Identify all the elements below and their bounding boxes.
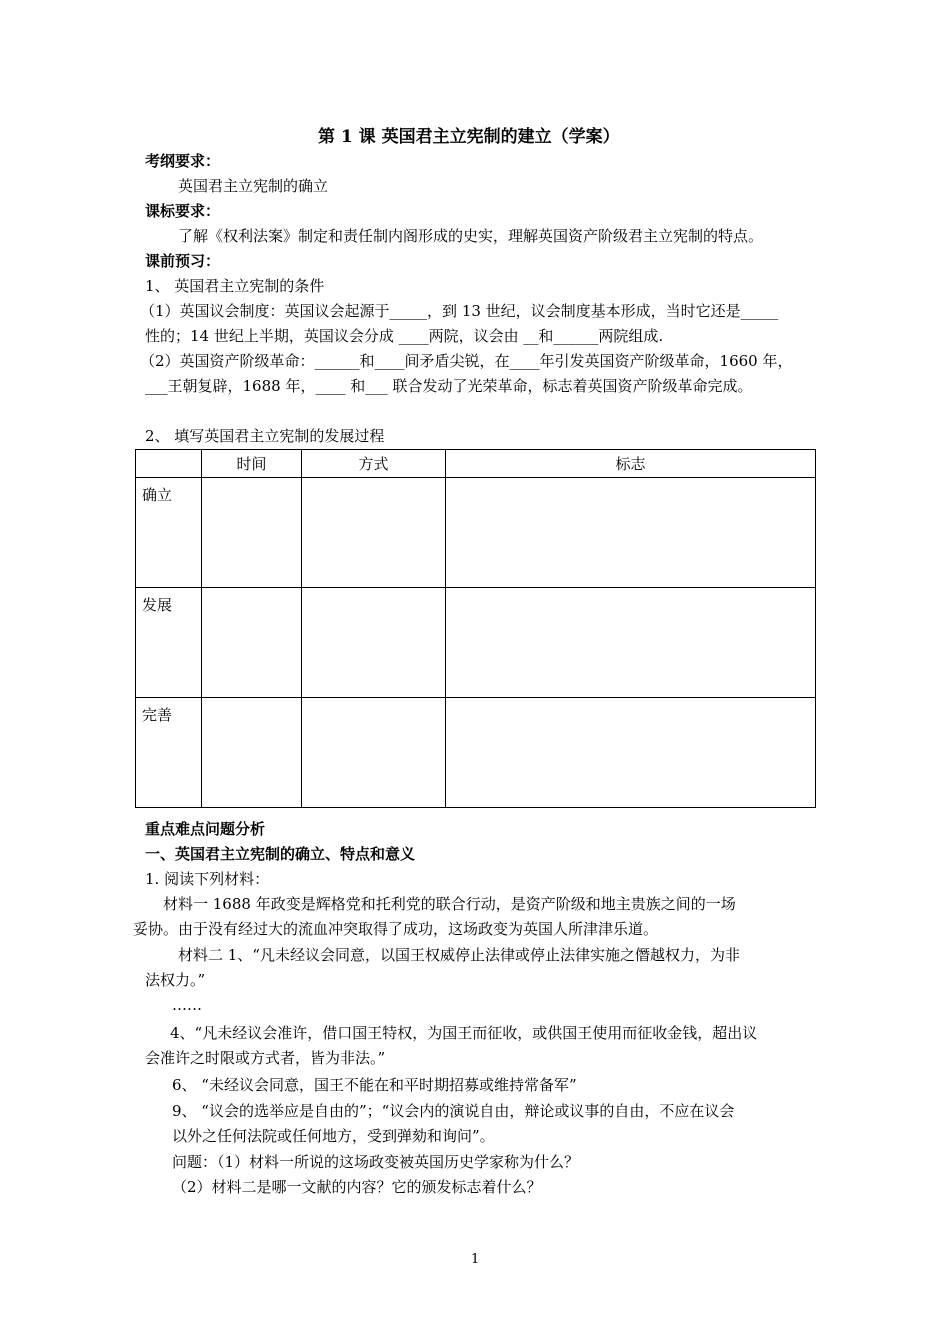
- material2-line-1: 材料二 1、“凡未经议会同意，以国王权威停止法律或停止法律实施之僭越权力，为非: [178, 946, 740, 964]
- table-cell[interactable]: [446, 478, 816, 588]
- analysis-heading: 重点难点问题分析: [145, 820, 266, 838]
- standard-text: 了解《权利法案》制定和责任制内阁形成的史实，理解英国资产阶级君主立宪制的特点。: [178, 227, 764, 245]
- item9-line-2: 以外之任何法院或任何地方，受到弹劾和询问”。: [172, 1127, 495, 1145]
- item6: 6、 “未经议会同意，国王不能在和平时期招募或维持常备军”: [172, 1076, 577, 1094]
- table-cell[interactable]: [202, 698, 302, 808]
- table-cell[interactable]: [446, 588, 816, 698]
- table-cell[interactable]: [202, 478, 302, 588]
- ellipsis: ……: [172, 996, 202, 1014]
- section1-heading: 一、英国君主立宪制的确立、特点和意义: [145, 845, 416, 863]
- material1-line-1: 材料一 1688 年政变是辉格党和托利党的联合行动，是资产阶级和地主贵族之间的一场: [163, 895, 736, 913]
- table-cell[interactable]: [302, 698, 446, 808]
- page-number: 1: [471, 1252, 480, 1267]
- development-table: [135, 449, 816, 808]
- syllabus-text: 英国君主立宪制的确立: [178, 177, 329, 195]
- row-label: 发展: [136, 588, 202, 698]
- table-header-row: [136, 450, 816, 478]
- page-title: 第 1 课 英国君主立宪制的建立（学案）: [318, 127, 620, 147]
- table-header-cell: 标志: [446, 450, 816, 478]
- preview-heading: 课前预习：: [145, 252, 221, 270]
- q1-line-3: （2）英国资产阶级革命：______和____间矛盾尖锐，在____年引发英国资产阶级革命，1660 年，: [140, 352, 793, 370]
- q1-line-4: ___王朝复辟，1688 年，____ 和___ 联合发动了光荣革命，标志着英国资产阶级革命完成。: [145, 377, 753, 395]
- table-row: [136, 698, 816, 808]
- table-cell[interactable]: [446, 698, 816, 808]
- q1-heading: 1、 英国君主立宪制的条件: [145, 277, 325, 295]
- table-cell[interactable]: [202, 588, 302, 698]
- row-label: 完善: [136, 698, 202, 808]
- table-cell[interactable]: [302, 588, 446, 698]
- question-1: 问题：（1）材料一所说的这场政变被英国历史学家称为什么？: [172, 1153, 580, 1171]
- table-cell[interactable]: [302, 478, 446, 588]
- item4-line-2: 会准许之时限或方式者，皆为非法。”: [145, 1049, 386, 1067]
- standard-heading: 课标要求：: [145, 202, 221, 220]
- table-header-cell: 方式: [302, 450, 446, 478]
- table-header-cell: [136, 450, 202, 478]
- q1-line-1: （1）英国议会制度：英国议会起源于_____，到 13 世纪，议会制度基本形成，当时它还是_____: [140, 302, 779, 320]
- read-prompt: 1. 阅读下列材料：: [145, 870, 270, 888]
- item4-line-1: 4、“凡未经议会准许，借口国王特权，为国王而征收，或供国王使用而征收金钱，超出议: [170, 1024, 758, 1042]
- row-label: 确立: [136, 478, 202, 588]
- q1-line-2: 性的；14 世纪上半期，英国议会分成 ____两院，议会由 __和______两院组成.: [145, 327, 664, 345]
- item9-line-1: 9、 “议会的选举应是自由的”；“议会内的演说自由，辩论或议事的自由，不应在议会: [172, 1102, 735, 1120]
- question-2: （2）材料二是哪一文献的内容？它的颁发标志着什么？: [172, 1178, 542, 1196]
- q2-heading: 2、 填写英国君主立宪制的发展过程: [145, 427, 385, 445]
- table-row: [136, 588, 816, 698]
- table-row: [136, 478, 816, 588]
- table-header-cell: 时间: [202, 450, 302, 478]
- material1-line-2: 妥协。由于没有经过大的流血冲突取得了成功，这场政变为英国人所津津乐道。: [133, 920, 659, 938]
- material2-line-2: 法权力。”: [145, 971, 206, 989]
- syllabus-heading: 考纲要求：: [145, 152, 221, 170]
